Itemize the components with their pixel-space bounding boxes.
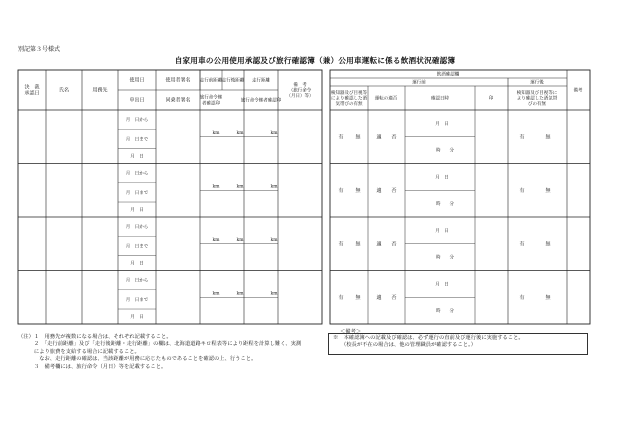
alcohol-after-yes: 有 xyxy=(519,294,525,301)
header-remarks: （月日）等） xyxy=(286,94,314,100)
km-total: km xyxy=(270,184,278,190)
alcohol-before-yes: 有 xyxy=(338,294,344,301)
header-remarks: 備 考 xyxy=(293,82,307,88)
check-date: 月 日 xyxy=(435,282,449,288)
request-date: 月 日 xyxy=(130,154,144,160)
right-table-border xyxy=(330,70,590,324)
date-to: 月 日まで xyxy=(125,297,149,303)
date-to: 月 日まで xyxy=(125,244,149,250)
header-km-before: 走行前距離 xyxy=(199,78,223,84)
km-before: km xyxy=(212,130,220,136)
header-alcohol-before: により確認した酒 xyxy=(331,96,367,102)
header-use-date: 使用日 xyxy=(129,77,145,84)
driving-ok: 適 xyxy=(376,294,382,301)
header-distance-checker: 旅行命令権者確認印 xyxy=(240,98,282,104)
form-number-label: 別記第３号様式 xyxy=(18,46,61,53)
driving-not-ok: 否 xyxy=(391,187,397,194)
header-check-datetime: 確認日時 xyxy=(431,96,449,102)
note-line: ３ 備考欄には、旅行命令（月日）等を記載すること。 xyxy=(18,363,167,370)
km-after: km xyxy=(236,237,244,243)
alcohol-after-yes: 有 xyxy=(519,187,525,194)
remarks-line: ※ 本確認簿への記載及び確認は、必ず運行の直前及び運行後に実施すること。 xyxy=(333,335,524,341)
alcohol-before-no: 無 xyxy=(355,187,361,194)
km-after: km xyxy=(236,291,244,297)
alcohol-after-no: 無 xyxy=(545,134,551,141)
header-name: 氏名 xyxy=(58,87,70,94)
header-user: 使用者署名 xyxy=(165,77,191,84)
driving-not-ok: 否 xyxy=(391,294,397,301)
note-line: なお、走行距離の確認は、当該距離が用務に応じたものであることを確認の上、行うこと。 xyxy=(18,356,257,363)
header-destination: 用務先 xyxy=(92,87,108,94)
date-from: 月 日から xyxy=(125,171,149,177)
check-time: 時 分 xyxy=(436,148,454,154)
date-from: 月 日から xyxy=(125,278,149,284)
form-title: 自家用車の公用使用承認及び旅行確認簿（兼）公用車運転に係る飲酒状況確認簿 xyxy=(174,56,456,65)
km-after: km xyxy=(236,130,244,136)
km-total: km xyxy=(270,291,278,297)
driving-not-ok: 否 xyxy=(391,134,397,141)
header-passenger: 同乗者署名 xyxy=(165,97,191,104)
driving-ok: 適 xyxy=(376,241,382,248)
alcohol-before-yes: 有 xyxy=(338,187,344,194)
header-alcohol-after: びの有無 xyxy=(528,102,546,108)
date-from: 月 日から xyxy=(125,225,149,231)
left-table-border xyxy=(18,70,322,324)
date-from: 月 日から xyxy=(125,118,149,124)
km-total: km xyxy=(270,130,278,136)
driving-ok: 適 xyxy=(376,187,382,194)
note-line: により旅費を支給する場合に記載すること。 xyxy=(18,348,140,355)
date-to: 月 日まで xyxy=(125,190,149,196)
header-alcohol-before: 検知器及び目視等 xyxy=(331,90,367,96)
header-alcohol-after: より確認した酒気帯 xyxy=(516,96,558,102)
driving-not-ok: 否 xyxy=(391,241,397,248)
header-after-driving: 運行後 xyxy=(530,80,544,86)
header-alcohol-check: 飲酒確認欄 xyxy=(436,72,460,78)
remarks-line: （校長が不在の場合は、他の管理職員が確認すること。） xyxy=(333,342,477,348)
remarks-heading: ＜備考＞ xyxy=(340,329,362,335)
alcohol-after-no: 無 xyxy=(545,187,551,194)
check-time: 時 分 xyxy=(436,202,454,208)
header-checker: 者確認印 xyxy=(202,101,220,107)
alcohol-before-yes: 有 xyxy=(338,134,344,141)
check-time: 時 分 xyxy=(436,255,454,261)
check-time: 時 分 xyxy=(436,309,454,315)
header-approver: 決 裁 xyxy=(24,84,40,91)
alcohol-after-no: 無 xyxy=(545,241,551,248)
notes-section xyxy=(18,334,301,371)
header-approver: 承認日 xyxy=(24,90,40,97)
driving-ok: 適 xyxy=(376,134,382,141)
request-date: 月 日 xyxy=(130,261,144,267)
header-driving-ok: 運転の適否 xyxy=(374,96,398,102)
header-remarks: （旅行命令 xyxy=(288,88,312,94)
km-before: km xyxy=(212,237,220,243)
alcohol-before-no: 無 xyxy=(355,241,361,248)
header-km-total: 走行距離 xyxy=(252,78,270,84)
header-alcohol-after: 検知器及び目視等に xyxy=(516,90,558,96)
km-before: km xyxy=(212,184,220,190)
alcohol-after-no: 無 xyxy=(545,294,551,301)
remarks-box xyxy=(328,333,588,355)
km-total: km xyxy=(270,237,278,243)
check-date: 月 日 xyxy=(435,228,449,234)
header-alcohol-before: 気帯びの有無 xyxy=(335,102,363,108)
note-line: ２ 「走行前距離」及び「走行後距離・走行距離」の欄は、北海道道路キロ程表等により距程を計算し難く、実測 xyxy=(18,341,302,348)
header-checker: 旅行命令権 xyxy=(199,95,223,101)
alcohol-before-no: 無 xyxy=(355,294,361,301)
alcohol-before-yes: 有 xyxy=(338,241,344,248)
check-date: 月 日 xyxy=(435,121,449,127)
header-km-after: 走行後距離 xyxy=(221,78,245,84)
request-date: 月 日 xyxy=(130,315,144,321)
alcohol-before-no: 無 xyxy=(355,134,361,141)
note-line: （注）１ 用務先が複数になる場合は、それぞれ記載すること。 xyxy=(18,334,172,340)
date-to: 月 日まで xyxy=(125,137,149,143)
km-before: km xyxy=(212,291,220,297)
header-seal: 印 xyxy=(488,96,494,102)
check-date: 月 日 xyxy=(435,175,449,181)
header-before-driving: 運行前 xyxy=(412,80,426,86)
alcohol-after-yes: 有 xyxy=(519,241,525,248)
km-after: km xyxy=(236,184,244,190)
alcohol-after-yes: 有 xyxy=(519,134,525,141)
request-date: 月 日 xyxy=(130,208,144,214)
header-memo: 備考 xyxy=(573,88,583,94)
header-request-date: 申出日 xyxy=(129,97,145,104)
